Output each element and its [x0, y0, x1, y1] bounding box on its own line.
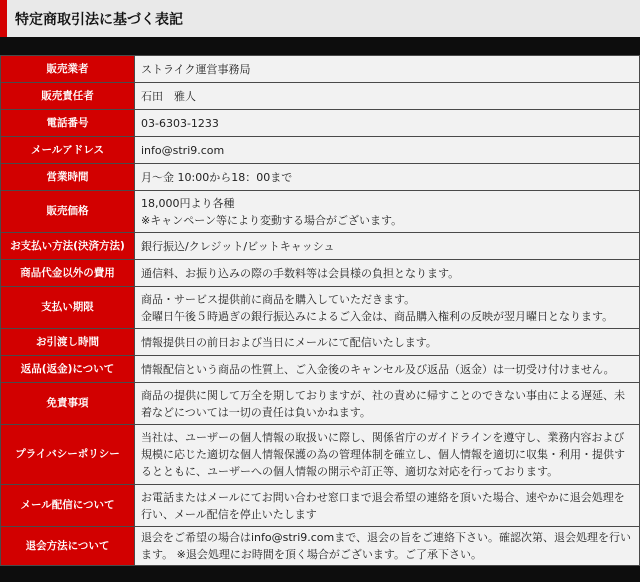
row-label: お引渡し時間	[1, 329, 135, 356]
table-body	[1, 56, 640, 566]
row-value	[135, 287, 640, 329]
legal-notice-table-container	[0, 55, 640, 566]
row-value	[135, 356, 640, 383]
table-row	[1, 383, 640, 425]
row-value-line: 石田 雅人	[141, 89, 196, 103]
table-row	[1, 110, 640, 137]
row-value-line: 金曜日午後５時過ぎの銀行振込みによるご入金は、商品購入権利の反映が翌月曜日となります。	[141, 309, 614, 323]
table-row	[1, 260, 640, 287]
row-value	[135, 527, 640, 566]
table-row	[1, 56, 640, 83]
row-value	[135, 164, 640, 191]
row-value-line: 通信料、お振り込みの際の手数料等は会員様の負担となります。	[141, 266, 460, 280]
row-value-line: お電話またはメールにてお問い合わせ窓口まで退会希望の連絡を頂いた場合、速やかに退会処理を行い、メール配信を停止いたします	[141, 490, 625, 521]
row-value	[135, 329, 640, 356]
row-label: お支払い方法(決済方法)	[1, 233, 135, 260]
table-row	[1, 191, 640, 233]
row-label: 商品代金以外の費用	[1, 260, 135, 287]
row-value	[135, 260, 640, 287]
table-row	[1, 287, 640, 329]
table-row	[1, 164, 640, 191]
row-value-line: ※キャンペーン等により変動する場合がございます。	[141, 213, 403, 227]
row-value	[135, 425, 640, 485]
row-label: 販売価格	[1, 191, 135, 233]
row-value-line: 退会をご希望の場合はinfo@stri9.comまで、退会の旨をご連絡下さい。確認次第、退会処理を行います。 ※退会処理にお時間を頂く場合がございます。ご了承下さい。	[141, 531, 632, 561]
row-value	[135, 383, 640, 425]
row-label: 支払い期限	[1, 287, 135, 329]
table-row	[1, 233, 640, 260]
table-row	[1, 425, 640, 485]
table-row	[1, 83, 640, 110]
row-value-line: 商品の提供に関して万全を期しておりますが、社の責めに帰すことのできない事由による遅延、未着などについては一切の責任は負いかねます。	[141, 388, 625, 419]
row-label: 返品(返金)について	[1, 356, 135, 383]
page-title: 特定商取引法に基づく表記	[0, 0, 640, 37]
row-value-line: 03-6303-1233	[141, 116, 219, 130]
row-label: 営業時間	[1, 164, 135, 191]
row-value	[135, 56, 640, 83]
row-value-line: 当社は、ユーザーの個人情報の取扱いに際し、関係省庁のガイドラインを遵守し、業務内容および規模に応じた適切な個人情報保護の為の管理体制を確立し、個人情報を適切に収集・利用・提供するとともに、ユーザーへの個人情報の開示や訂正等、適切な対応を行っております。	[141, 431, 625, 478]
table-row	[1, 137, 640, 164]
table-row	[1, 356, 640, 383]
row-label: 電話番号	[1, 110, 135, 137]
row-value	[135, 233, 640, 260]
row-label: 販売責任者	[1, 83, 135, 110]
row-value-line: 18,000円より各種	[141, 196, 235, 210]
row-value-line: 商品・サービス提供前に商品を購入していただきます。	[141, 292, 416, 306]
table-row	[1, 329, 640, 356]
table-row	[1, 485, 640, 527]
row-value-line: 情報配信という商品の性質上、ご入金後のキャンセル及び返品（返金）は一切受け付けません。	[141, 362, 615, 376]
row-value	[135, 137, 640, 164]
row-value	[135, 83, 640, 110]
row-label: メール配信について	[1, 485, 135, 527]
row-label: プライバシーポリシー	[1, 425, 135, 485]
row-value	[135, 191, 640, 233]
row-label: 免責事項	[1, 383, 135, 425]
row-label: 販売業者	[1, 56, 135, 83]
row-value-line: 情報提供日の前日および当日にメールにて配信いたします。	[141, 335, 437, 349]
row-value-line: 月〜金 10:00から18：00まで	[141, 170, 293, 184]
row-value	[135, 110, 640, 137]
row-value	[135, 485, 640, 527]
table-row	[1, 527, 640, 566]
row-value-line: ストライク運営事務局	[141, 62, 251, 76]
row-value-line: info@stri9.com	[141, 143, 225, 157]
legal-notice-table	[0, 55, 640, 566]
row-label: メールアドレス	[1, 137, 135, 164]
row-value-line: 銀行振込/クレジット/ビットキャッシュ	[141, 239, 335, 253]
row-label: 退会方法について	[1, 527, 135, 566]
